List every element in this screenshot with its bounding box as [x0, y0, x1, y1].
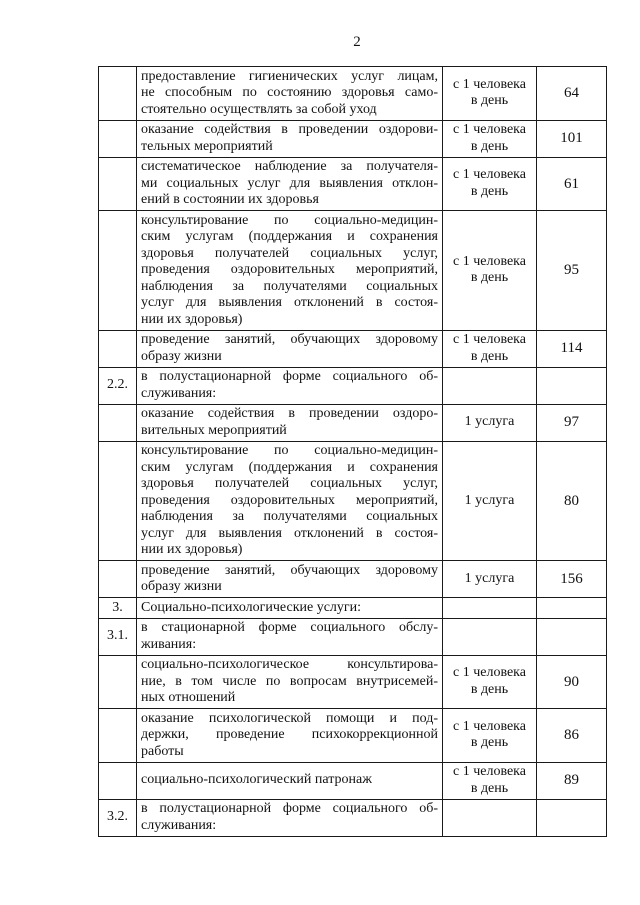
unit-line: в день	[470, 780, 509, 796]
unit-cell	[443, 441, 537, 561]
unit-line: с 1 человека	[452, 764, 526, 779]
unit-line: 1 услуга	[464, 492, 515, 508]
description-line: работы	[141, 743, 184, 759]
description-line: наблюдения за получателями социальных	[141, 509, 438, 524]
service-description-cell	[137, 561, 443, 598]
description-line: консультирование по социально-медицин-	[141, 212, 438, 228]
item-number-cell	[99, 762, 137, 799]
description-line: ений в состоянии их здоровья	[141, 192, 319, 207]
section-title-cell	[137, 598, 443, 619]
unit-line: с 1 человека	[452, 665, 526, 681]
item-number-cell	[99, 404, 137, 441]
table-row	[99, 67, 607, 121]
description-line: вительных мероприятий	[141, 422, 287, 438]
quantity-value: 95	[537, 211, 607, 331]
unit-line: в день	[470, 93, 509, 109]
unit-cell	[443, 67, 537, 121]
item-number-cell	[99, 157, 137, 211]
table-row	[99, 655, 607, 709]
table-row	[99, 709, 607, 763]
table-row	[99, 762, 607, 799]
table-row	[99, 211, 607, 331]
item-number-cell	[99, 120, 137, 157]
quantity-value: 64	[537, 67, 607, 121]
unit-line: в день	[470, 681, 509, 697]
description-line: образу жизни	[141, 348, 222, 364]
description-line: нии их здоровья)	[141, 542, 243, 557]
service-description-cell	[137, 330, 443, 367]
description-line: Социально-психологические услуги:	[141, 599, 362, 615]
description-line: ние, в том числе по вопросам внутрисемей-	[141, 673, 438, 689]
description-line: проведение занятий, обучающих здоровому	[141, 332, 438, 347]
service-description-cell	[137, 441, 443, 561]
unit-line: с 1 человека	[452, 253, 526, 269]
description-line: услуг для выявления отклонений в состоя-	[141, 525, 438, 541]
section-row	[99, 367, 607, 404]
description-line: систематическое наблюдение за получателя-	[141, 159, 438, 174]
item-number: 2.2.	[99, 367, 137, 404]
description-line: социально-психологическое консультирова-	[141, 657, 438, 672]
description-line: не способным по состоянию здоровья само-	[141, 85, 438, 100]
quantity-value: 97	[537, 404, 607, 441]
description-line: проведения оздоровительных мероприятий,	[141, 492, 438, 508]
service-description-cell	[137, 655, 443, 709]
description-line: в стационарной форме социального обслу-	[141, 620, 438, 635]
description-line: стоятельно осуществлять за собой уход	[141, 101, 377, 117]
page-number: 2	[353, 34, 361, 50]
table-row	[99, 404, 607, 441]
item-number: 3.	[99, 598, 137, 619]
section-row	[99, 799, 607, 836]
item-number-cell	[99, 67, 137, 121]
section-row	[99, 598, 607, 619]
unit-line: в день	[470, 270, 509, 286]
table-row	[99, 561, 607, 598]
description-line: услуг для выявления отклонений в состоя-	[141, 295, 438, 310]
quantity-value: 61	[537, 157, 607, 211]
description-line: ским услугам (поддержания и сохранения	[141, 229, 438, 244]
description-line: служивания:	[141, 385, 217, 401]
description-line: социально-психологический патронаж	[141, 772, 372, 788]
unit-line: с 1 человека	[452, 167, 526, 183]
unit-cell	[443, 330, 537, 367]
section-title-cell	[137, 367, 443, 404]
service-description-cell	[137, 120, 443, 157]
service-description-cell	[137, 211, 443, 331]
quantity-value: 101	[537, 120, 607, 157]
description-line: оказание содействия в проведении оздорови-	[141, 122, 438, 137]
item-number-cell	[99, 655, 137, 709]
quantity-value: 156	[537, 561, 607, 598]
item-number: 3.2.	[99, 799, 137, 836]
description-line: консультирование по социально-медицин-	[141, 443, 438, 458]
unit-cell	[443, 157, 537, 211]
service-description-cell	[137, 404, 443, 441]
unit-line: в день	[470, 138, 509, 154]
unit-cell	[443, 120, 537, 157]
unit-line: 1 услуга	[464, 414, 515, 430]
quantity-value: 89	[537, 762, 607, 799]
item-number-cell	[99, 330, 137, 367]
unit-line: с 1 человека	[452, 76, 526, 92]
description-line: в полустационарной форме социального об-	[141, 369, 438, 384]
item-number-cell	[99, 709, 137, 763]
description-line: ных отношений	[141, 690, 236, 705]
unit-cell	[443, 618, 537, 655]
description-line: служивания:	[141, 817, 217, 833]
unit-cell	[443, 367, 537, 404]
quantity-value: 80	[537, 441, 607, 561]
table-row	[99, 441, 607, 561]
description-line: оказание психологической помощи и под-	[141, 710, 438, 726]
table-row	[99, 120, 607, 157]
unit-line: в день	[470, 183, 509, 199]
service-description-cell	[137, 762, 443, 799]
description-line: ми социальных услуг для выявления отклон-	[141, 175, 438, 191]
value-cell	[537, 799, 607, 836]
quantity-value: 86	[537, 709, 607, 763]
service-description-cell	[137, 157, 443, 211]
description-line: тельных мероприятий	[141, 138, 273, 154]
description-line: здоровья получателей социальных услуг,	[141, 245, 438, 261]
service-description-cell	[137, 67, 443, 121]
description-line: проведения оздоровительных мероприятий,	[141, 262, 438, 277]
description-line: оказание содействия в проведении оздоро-	[141, 406, 438, 421]
unit-line: в день	[470, 735, 509, 751]
unit-cell	[443, 211, 537, 331]
description-line: ским услугам (поддержания и сохранения	[141, 459, 438, 475]
unit-cell	[443, 404, 537, 441]
unit-cell	[443, 762, 537, 799]
description-line: в полустационарной форме социального об-	[141, 801, 438, 816]
service-description-cell	[137, 709, 443, 763]
description-line: образу жизни	[141, 579, 222, 594]
description-line: предоставление гигиенических услуг лицам,	[141, 68, 438, 84]
section-title-cell	[137, 618, 443, 655]
description-line: здоровья получателей социальных услуг,	[141, 476, 438, 491]
item-number: 3.1.	[99, 618, 137, 655]
section-title-cell	[137, 799, 443, 836]
value-cell	[537, 618, 607, 655]
unit-line: с 1 человека	[452, 332, 526, 347]
item-number-cell	[99, 211, 137, 331]
description-line: проведение занятий, обучающих здоровому	[141, 562, 438, 578]
services-table	[98, 66, 607, 837]
value-cell	[537, 367, 607, 404]
unit-cell	[443, 709, 537, 763]
unit-line: с 1 человека	[452, 122, 526, 137]
description-line: наблюдения за получателями социальных	[141, 278, 438, 294]
quantity-value: 114	[537, 330, 607, 367]
description-line: держки, проведение психокоррекционной	[141, 727, 438, 742]
description-line: нии их здоровья)	[141, 311, 243, 327]
item-number-cell	[99, 561, 137, 598]
unit-line: с 1 человека	[452, 718, 526, 734]
item-number-cell	[99, 441, 137, 561]
unit-line: в день	[470, 348, 509, 364]
description-line: живания:	[141, 636, 197, 652]
unit-line: 1 услуга	[464, 570, 515, 586]
unit-cell	[443, 799, 537, 836]
unit-cell	[443, 561, 537, 598]
section-row	[99, 618, 607, 655]
unit-cell	[443, 655, 537, 709]
table-row	[99, 330, 607, 367]
quantity-value: 90	[537, 655, 607, 709]
value-cell	[537, 598, 607, 619]
unit-cell	[443, 598, 537, 619]
table-row	[99, 157, 607, 211]
